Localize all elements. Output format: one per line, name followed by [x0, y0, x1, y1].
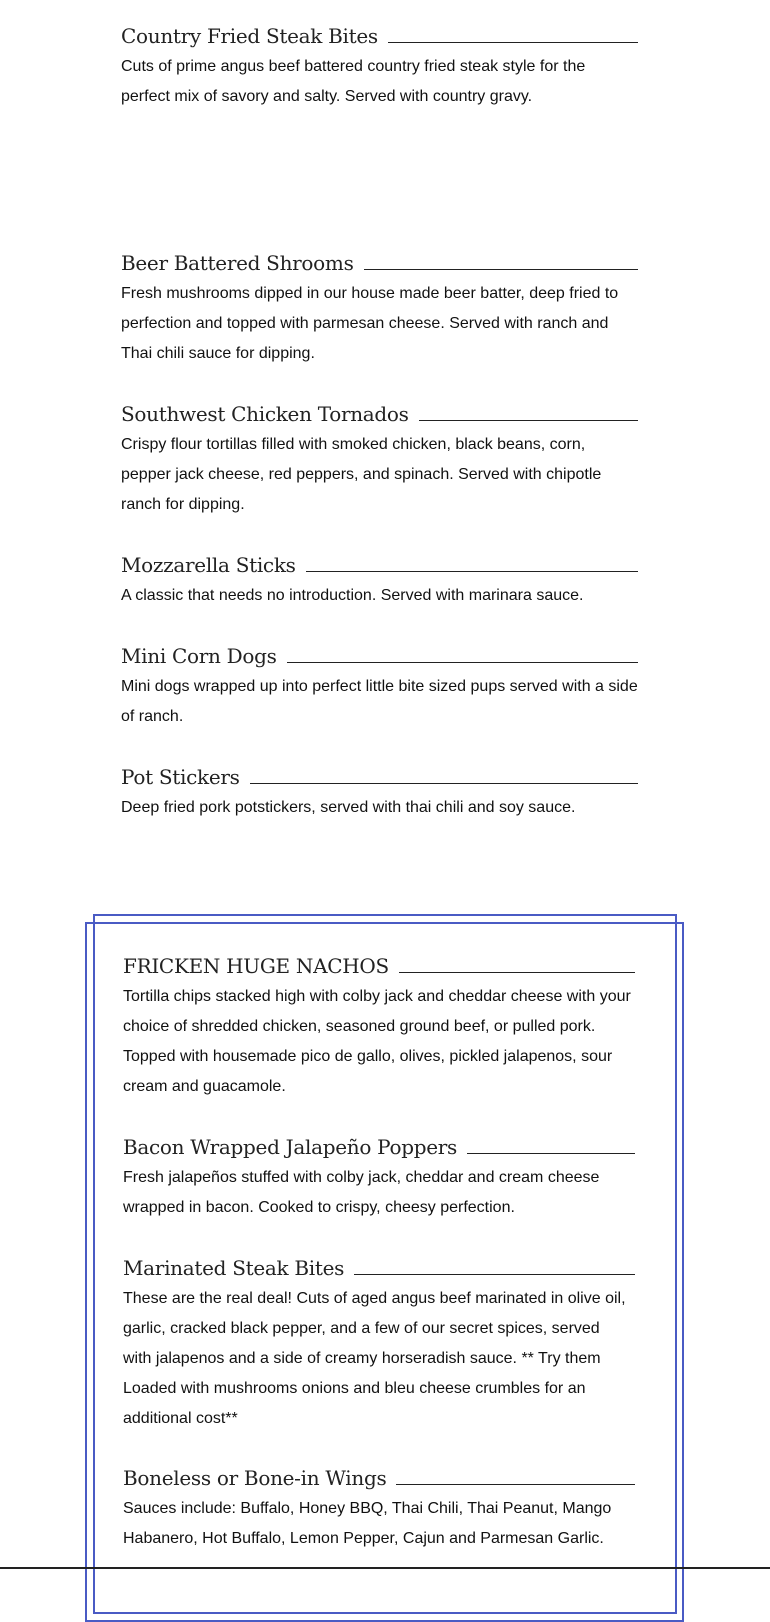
- title-divider: [306, 571, 638, 572]
- featured-item: [123, 1251, 643, 1434]
- menu-item: [121, 19, 638, 112]
- featured-item-title: Boneless or Bone-in Wings: [123, 1466, 387, 1490]
- title-divider: [250, 783, 638, 784]
- page-bottom-divider: [0, 1567, 770, 1569]
- menu-item: [121, 548, 638, 611]
- menu-item-title: Pot Stickers: [121, 765, 240, 789]
- featured-item: [123, 1130, 643, 1223]
- featured-item-title: FRICKEN HUGE NACHOS: [123, 954, 389, 978]
- title-divider: [399, 972, 635, 973]
- menu-item: [121, 246, 638, 369]
- menu-item-description: Crispy flour tortillas filled with smoked chicken, black beans, corn, pepper jack cheese, red peppers, and spinach. Served with chipotle ranch for dipping.: [121, 436, 602, 513]
- title-divider: [419, 420, 638, 421]
- menu-item: [121, 760, 638, 823]
- title-divider: [388, 42, 638, 43]
- featured-item: [123, 1461, 643, 1554]
- menu-item-title: Southwest Chicken Tornados: [121, 402, 409, 426]
- menu-item: [121, 397, 638, 520]
- title-divider: [364, 269, 638, 270]
- title-divider: [396, 1484, 635, 1485]
- featured-item-description: Tortilla chips stacked high with colby jack and cheddar cheese with your choice of shredded chicken, seasoned ground beef, or pulled pork. Topped with housemade pico de gallo, olives, pickled jalapenos, sour cream and guacamole.: [123, 988, 631, 1095]
- featured-item-title: Bacon Wrapped Jalapeño Poppers: [123, 1135, 457, 1159]
- featured-item-description: These are the real deal! Cuts of aged angus beef marinated in olive oil, garlic, cracked black pepper, and a few of our secret spices, served with jalapenos and a side of creamy horseradish sauce. ** Try them Loaded with mushrooms onions and bleu cheese crumbles for an additional cost**: [123, 1290, 626, 1427]
- featured-item-description: Sauces include: Buffalo, Honey BBQ, Thai Chili, Thai Peanut, Mango Habanero, Hot Buffalo, Lemon Pepper, Cajun and Parmesan Garlic.: [123, 1500, 612, 1547]
- featured-item-title: Marinated Steak Bites: [123, 1256, 345, 1280]
- featured-item: [123, 949, 643, 1102]
- menu-item-title: Beer Battered Shrooms: [121, 251, 354, 275]
- title-divider: [287, 662, 638, 663]
- menu-item-description: Fresh mushrooms dipped in our house made beer batter, deep fried to perfection and topped with parmesan cheese. Served with ranch and Thai chili sauce for dipping.: [121, 285, 619, 362]
- menu-item-description: A classic that needs no introduction. Served with marinara sauce.: [121, 587, 584, 604]
- menu-item-title: Country Fried Steak Bites: [121, 24, 378, 48]
- menu-item-title: Mozzarella Sticks: [121, 553, 296, 577]
- menu-item-title: Mini Corn Dogs: [121, 644, 277, 668]
- title-divider: [354, 1274, 635, 1275]
- featured-item-description: Fresh jalapeños stuffed with colby jack, cheddar and cream cheese wrapped in bacon. Cooked to crispy, cheesy perfection.: [123, 1169, 600, 1216]
- menu-item-description: Cuts of prime angus beef battered country fried steak style for the perfect mix of savory and salty. Served with country gravy.: [121, 58, 586, 105]
- menu-item: [121, 639, 638, 732]
- title-divider: [467, 1153, 635, 1154]
- menu-item-description: Deep fried pork potstickers, served with thai chili and soy sauce.: [121, 799, 576, 816]
- menu-item-description: Mini dogs wrapped up into perfect little bite sized pups served with a side of ranch.: [121, 678, 638, 725]
